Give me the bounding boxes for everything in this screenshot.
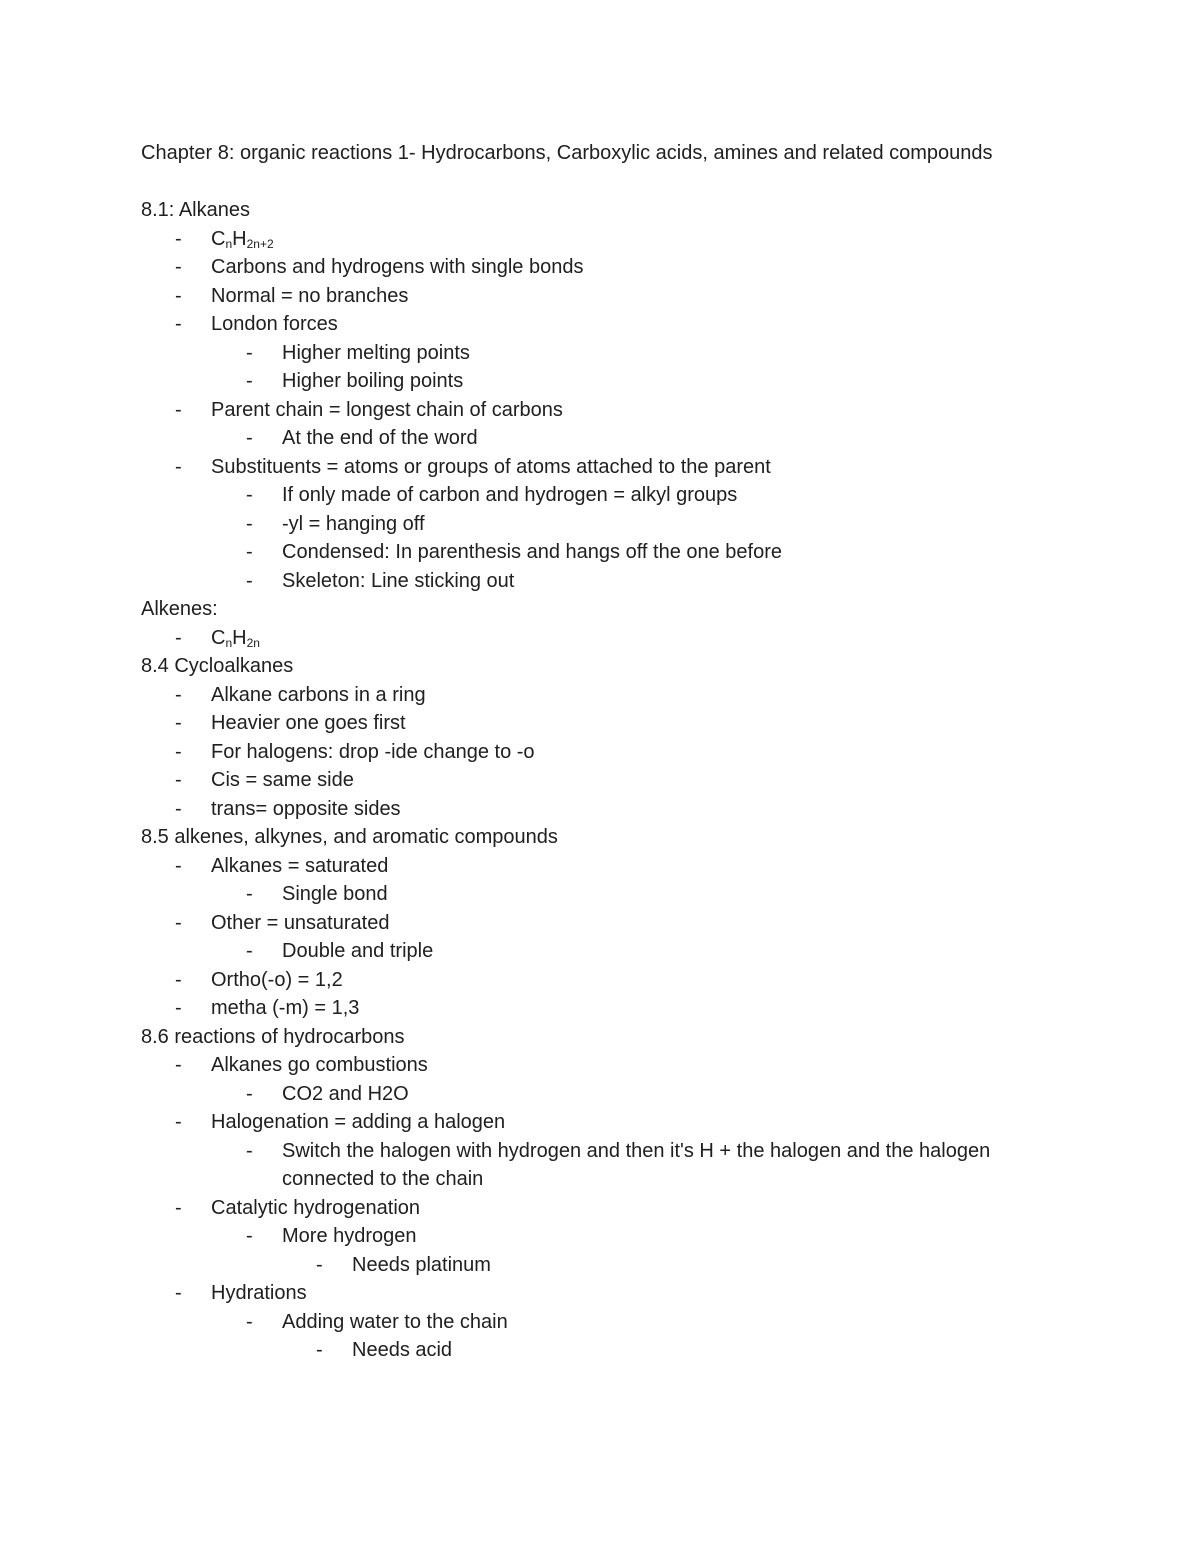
list-item (141, 424, 1071, 453)
list-item-text: Substituents = atoms or groups of atoms attached to the parent (211, 455, 771, 478)
list-item (141, 453, 1071, 482)
blank-line (141, 168, 1071, 197)
list-item-text: Catalytic hydrogenation (211, 1196, 421, 1219)
bullet-dash: - (175, 1111, 182, 1133)
bullet-dash: - (175, 712, 182, 734)
list-item (141, 1051, 1071, 1080)
list-item-text: Needs acid (352, 1339, 453, 1361)
formula-hydrogen-subscript: 2n (246, 635, 260, 650)
list-item-text: Alkanes = saturated (211, 854, 389, 877)
list-item (141, 852, 1071, 881)
list-item (141, 367, 1071, 396)
list-item-text: Double and triple (282, 940, 434, 962)
list-item-text: Alkanes go combustions (211, 1054, 428, 1076)
bullet-dash: - (175, 797, 182, 820)
bullet-dash: - (175, 740, 182, 763)
bullet-dash: - (175, 455, 182, 478)
bullet-dash: - (246, 541, 253, 563)
bullet-dash: - (175, 997, 182, 1019)
bullet-dash: - (175, 1054, 182, 1076)
list-item-text: Single bond (282, 883, 388, 905)
list-item (141, 909, 1071, 938)
bullet-dash: - (175, 1282, 182, 1304)
bullet-dash: - (246, 883, 253, 905)
list-item (141, 880, 1071, 909)
list-item (141, 1108, 1071, 1137)
bullet-dash: - (175, 626, 182, 649)
bullet-dash: - (175, 256, 182, 278)
bullet-dash: - (175, 398, 182, 421)
bullet-dash: - (175, 854, 182, 877)
list-item (141, 966, 1071, 995)
list-item-text: Higher boiling points (282, 370, 464, 392)
list-item-text: Skeleton: Line sticking out (282, 569, 515, 592)
list-item-text: metha (-m) = 1,3 (211, 997, 360, 1019)
formula-carbon: C (211, 227, 226, 250)
list-item-text: Normal = no branches (211, 284, 409, 307)
list-item-text: Heavier one goes first (211, 712, 406, 734)
bullet-dash: - (175, 968, 182, 991)
bullet-dash: - (246, 484, 253, 506)
bullet-dash: - (246, 427, 253, 449)
list-item-text: trans= opposite sides (211, 797, 401, 820)
list-item (141, 538, 1071, 567)
list-item-text: Adding water to the chain (282, 1310, 508, 1333)
bullet-dash: - (175, 227, 182, 250)
list-item-alkene-formula (141, 624, 1071, 653)
list-item-text: Switch the halogen with hydrogen and then it's H + the halogen and the halogen connected to the chain (282, 1139, 991, 1190)
list-item (141, 1194, 1071, 1223)
list-item-text: Other = unsaturated (211, 911, 390, 934)
section-heading-cycloalkanes: 8.4 Cycloalkanes (141, 655, 294, 677)
bullet-dash: - (175, 313, 182, 335)
bullet-dash: - (175, 683, 182, 706)
list-item (141, 795, 1071, 824)
list-item-text: Parent chain = longest chain of carbons (211, 398, 563, 421)
list-item (141, 1279, 1071, 1308)
document-title: Chapter 8: organic reactions 1- Hydrocarbons, Carboxylic acids, amines and related compounds (141, 142, 993, 164)
bullet-dash: - (246, 569, 253, 592)
bullet-dash: - (246, 1225, 253, 1247)
list-item (141, 396, 1071, 425)
bullet-dash: - (316, 1253, 323, 1276)
section-heading-alkanes: 8.1: Alkanes (141, 199, 250, 221)
list-item (141, 282, 1071, 311)
list-item-text: Higher melting points (282, 341, 470, 364)
list-item (141, 766, 1071, 795)
bullet-dash: - (175, 1196, 182, 1219)
list-item (141, 738, 1071, 767)
list-item (141, 1251, 1071, 1280)
list-item (141, 994, 1071, 1023)
list-item (141, 310, 1071, 339)
list-item (141, 510, 1071, 539)
formula-hydrogen: H (232, 626, 247, 649)
list-item-text: Halogenation = adding a halogen (211, 1111, 506, 1133)
list-item (141, 1080, 1071, 1109)
formula-hydrogen: H (232, 227, 247, 250)
list-item (141, 339, 1071, 368)
bullet-dash: - (316, 1339, 323, 1361)
list-item-text: Carbons and hydrogens with single bonds (211, 256, 584, 278)
list-item-text: Cis = same side (211, 769, 354, 791)
list-item-alkane-formula (141, 225, 1071, 254)
list-item-text: Hydrations (211, 1282, 307, 1304)
section-heading-aromatic: 8.5 alkenes, alkynes, and aromatic compounds (141, 826, 558, 848)
list-item-text: London forces (211, 313, 338, 335)
list-item (141, 567, 1071, 596)
list-item (141, 1336, 1071, 1365)
list-item (141, 1137, 1071, 1194)
formula-carbon: C (211, 626, 226, 649)
section-heading-reactions: 8.6 reactions of hydrocarbons (141, 1025, 405, 1048)
bullet-dash: - (175, 911, 182, 934)
bullet-dash: - (175, 769, 182, 791)
bullet-dash: - (246, 370, 253, 392)
section-heading-alkenes: Alkenes: (141, 598, 218, 620)
list-item-text: Ortho(-o) = 1,2 (211, 968, 343, 991)
list-item-text: CO2 and H2O (282, 1082, 409, 1105)
formula-hydrogen-subscript: 2n+2 (246, 236, 274, 251)
list-item (141, 681, 1071, 710)
bullet-dash: - (246, 1139, 253, 1162)
bullet-dash: - (246, 940, 253, 962)
list-item (141, 937, 1071, 966)
list-item-text: Needs platinum (352, 1253, 491, 1276)
list-item-text: Condensed: In parenthesis and hangs off the one before (282, 541, 783, 563)
list-item-text: For halogens: drop -ide change to -o (211, 740, 535, 763)
list-item (141, 1222, 1071, 1251)
bullet-dash: - (175, 284, 182, 307)
bullet-dash: - (246, 341, 253, 364)
bullet-dash: - (246, 512, 253, 535)
bullet-dash: - (246, 1310, 253, 1333)
formula-carbon-subscript: n (225, 635, 233, 650)
list-item-text: At the end of the word (282, 427, 478, 449)
formula-carbon-subscript: n (225, 236, 233, 251)
list-item (141, 709, 1071, 738)
list-item (141, 481, 1071, 510)
list-item-text: More hydrogen (282, 1225, 417, 1247)
list-item-text: -yl = hanging off (282, 512, 425, 535)
list-item-text: Alkane carbons in a ring (211, 683, 426, 706)
bullet-dash: - (246, 1082, 253, 1105)
document-body (141, 139, 1071, 1365)
list-item-text: If only made of carbon and hydrogen = alkyl groups (282, 484, 738, 506)
list-item (141, 1308, 1071, 1337)
list-item (141, 253, 1071, 282)
